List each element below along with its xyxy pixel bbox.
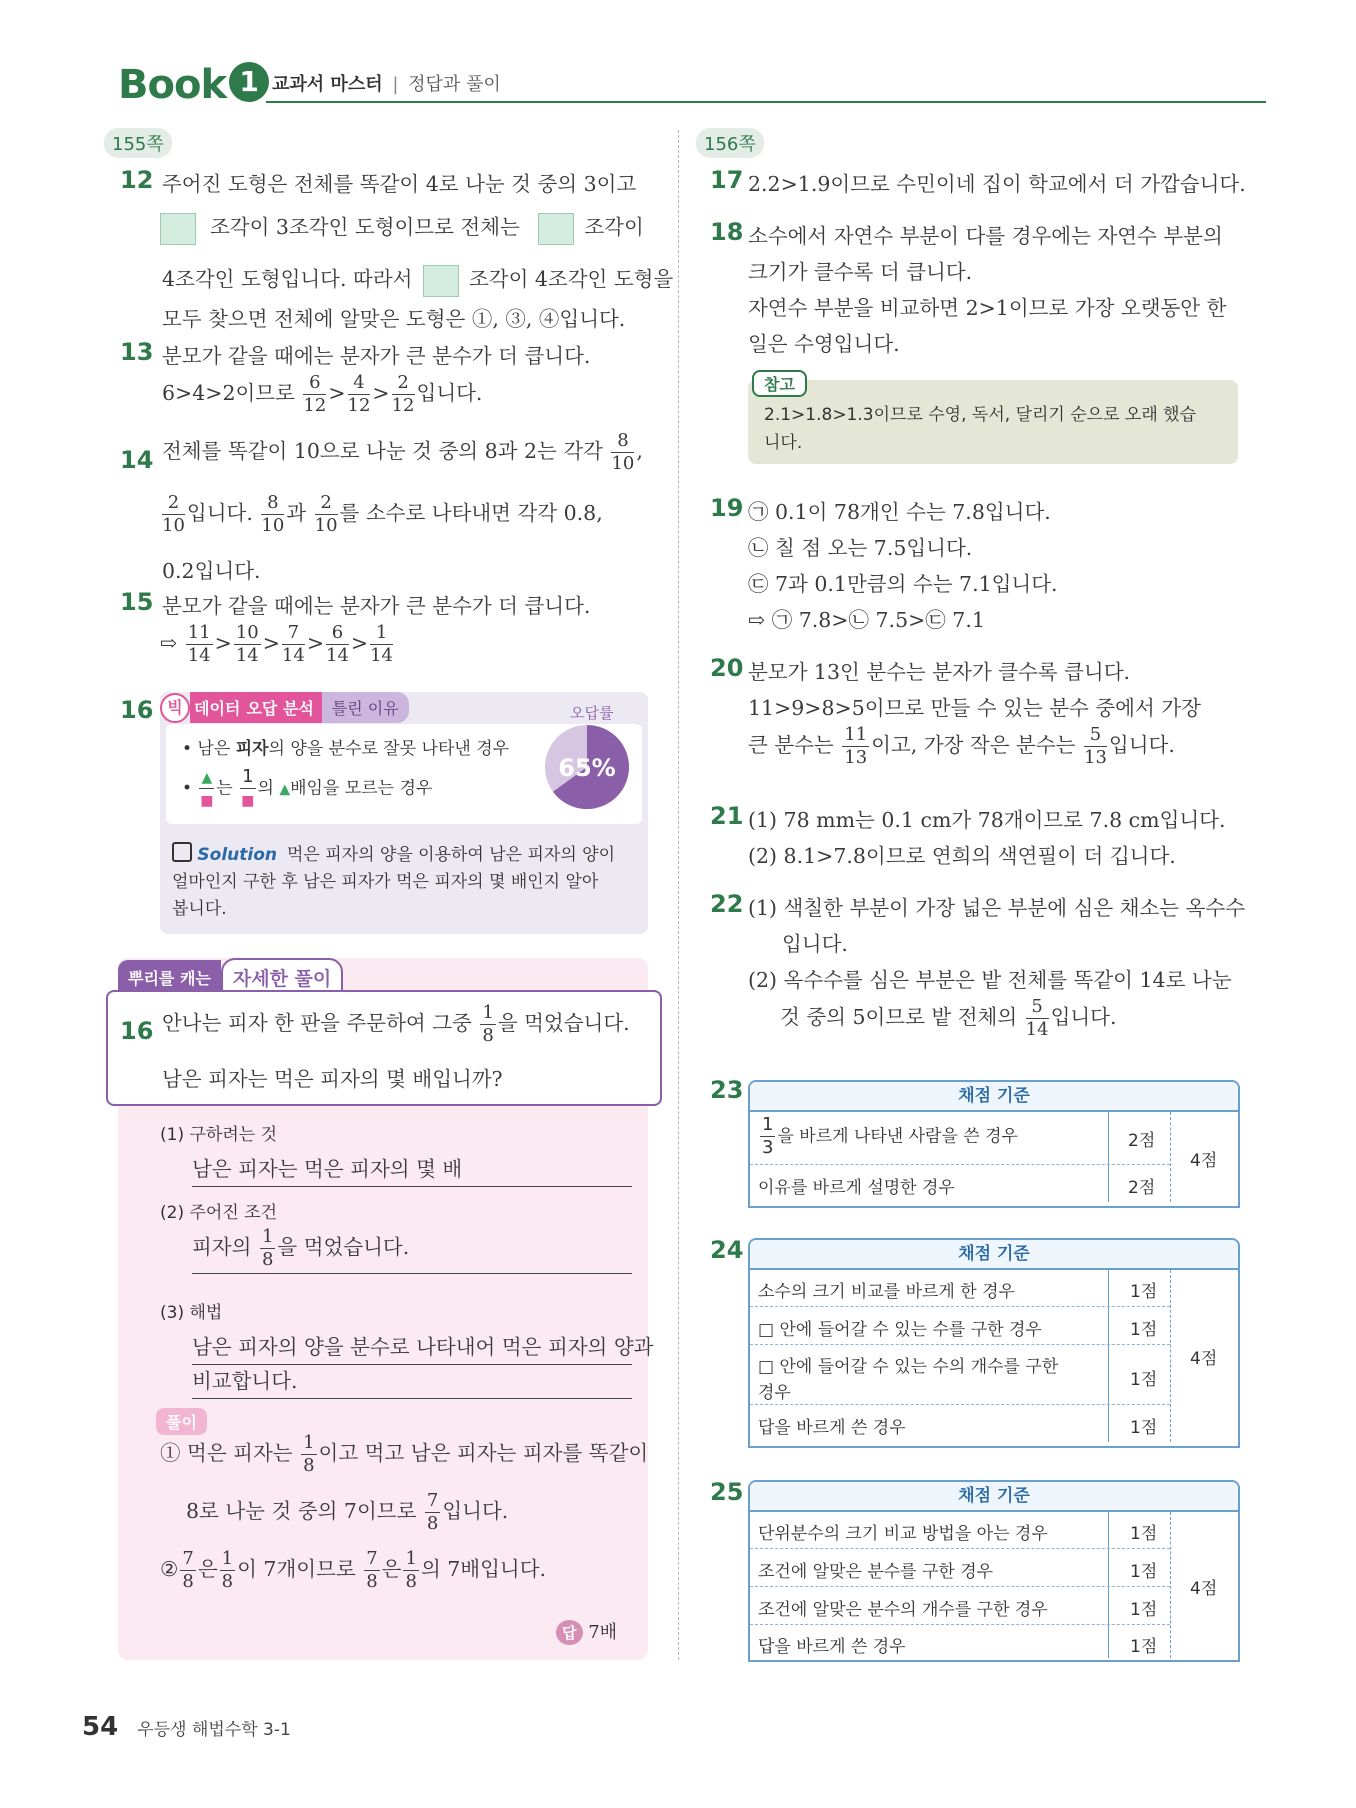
footer-text: 우등생 해법수학 3-1	[137, 1720, 291, 1740]
q24-row-4	[750, 1406, 1170, 1442]
unit-over-square-fraction: $\frac{1}{■}$	[241, 766, 255, 809]
answer-tag: 답	[556, 1620, 583, 1645]
q20-line3c: 입니다.	[1108, 733, 1175, 757]
q24-row2-points: 1점	[1130, 1320, 1158, 1340]
error-bullet-1c: 의 양을 분수로 잘못 나타낸 경우	[268, 739, 510, 759]
green-square-icon	[538, 213, 574, 245]
fraction: $\frac{1}{8}$	[261, 1226, 274, 1270]
q25-row-3	[750, 1588, 1170, 1625]
q21-line2: (2) 8.1>7.8이므로 연희의 색연필이 더 깁니다.	[748, 844, 1176, 868]
q17-number: 17	[710, 166, 744, 194]
step2-b: 을 먹었습니다.	[277, 1235, 410, 1259]
q14-line2a: 입니다.	[186, 501, 253, 525]
solution-label: Solution	[197, 845, 277, 865]
error-bullet-2a: •	[182, 778, 198, 799]
green-square-icon	[160, 213, 196, 245]
sol-line1b: 이고 먹고 남은 피자는 피자를 똑같이	[318, 1441, 649, 1465]
q22-line4b: 입니다.	[1050, 1005, 1117, 1029]
q24-row1-label: 소수의 크기 비교를 바르게 한 경우	[758, 1282, 1015, 1302]
q18-line3: 자연수 부분을 비교하면 2>1이므로 가장 오랫동안 한	[748, 296, 1227, 320]
q25-row1-points: 1점	[1130, 1524, 1158, 1544]
q24-row-3	[750, 1346, 1170, 1405]
q24-row3-label2: 경우	[758, 1383, 791, 1403]
q13-line2b: 입니다.	[416, 381, 483, 405]
q23-scoring-table	[748, 1080, 1240, 1208]
q23-row1-points: 2점	[1128, 1131, 1156, 1151]
sol-line3d: 은	[381, 1557, 402, 1581]
q24-row3-label: □ 안에 들어갈 수 있는 수의 개수를 구한	[758, 1357, 1059, 1377]
q14-line3: 0.2입니다.	[162, 559, 261, 583]
fraction: $\frac{6}{12}$	[303, 372, 327, 416]
book-logo	[118, 62, 269, 108]
q18-line2: 크기가 클수록 더 큽니다.	[748, 260, 973, 284]
q24-number: 24	[710, 1236, 744, 1264]
sol-line2	[186, 1492, 508, 1533]
q20-line1: 분모가 13인 분수는 분자가 클수록 큽니다.	[748, 660, 1131, 684]
q24-col-divider	[1108, 1270, 1109, 1442]
fraction: $\frac{1}{8}$	[482, 1002, 494, 1046]
column-divider	[678, 130, 679, 1660]
q23-row2-points: 2점	[1128, 1178, 1156, 1198]
fraction: $\frac{7}{8}$	[426, 1490, 439, 1534]
step1-label: (1) 구하려는 것	[160, 1125, 277, 1145]
solution-icon	[172, 842, 192, 862]
q19-line2: ㉡ 칠 점 오는 7.5입니다.	[748, 536, 973, 560]
q25-scoring-header: 채점 기준	[750, 1482, 1238, 1512]
q20-number: 20	[710, 654, 744, 682]
header-rule	[266, 101, 1266, 103]
step3-line2: 비교합니다.	[192, 1364, 632, 1399]
fraction: $\frac{7}{8}$	[182, 1548, 194, 1592]
step3-line1: 남은 피자의 양을 분수로 나타내어 먹은 피자의 양과	[192, 1330, 632, 1365]
fraction: $\frac{7}{14}$	[281, 622, 305, 666]
bigdata-prefix: 빅	[160, 693, 190, 723]
error-rate-value: 65%	[558, 754, 616, 782]
q22-line4a: 것 중의 5이므로 밭 전체의	[780, 1005, 1018, 1029]
q23-row1-text	[758, 1116, 1018, 1157]
fraction: $\frac{1}{14}$	[370, 622, 393, 666]
q20-line3b: 이고, 가장 작은 분수는	[871, 733, 1076, 757]
q14-number: 14	[120, 446, 154, 474]
q20-line3	[748, 726, 1175, 767]
sol-line3b: 은	[197, 1557, 218, 1581]
error-bullet-1a: • 남은	[182, 739, 236, 759]
sol-line2b: 입니다.	[442, 1499, 509, 1523]
q24-scoring-table	[748, 1238, 1240, 1448]
triangle-over-square-fraction	[199, 768, 214, 809]
q12-line2a: 조각이 3조각인 도형이므로 전체는	[210, 215, 520, 239]
q24-row-2	[750, 1308, 1170, 1345]
fraction: $\frac{5}{14}$	[1025, 996, 1049, 1040]
step2-text	[192, 1228, 632, 1274]
fraction: $\frac{10}{14}$	[235, 622, 259, 666]
q13-line1: 분모가 같을 때에는 분자가 큰 분수가 더 큽니다.	[162, 344, 591, 368]
q25-number: 25	[710, 1478, 744, 1506]
detail-q1a: 안나는 피자 한 판을 주문하여 그중	[162, 1011, 472, 1035]
square-icon: ■	[200, 793, 214, 809]
q15-line2: ⇨ $\frac{11}{14}$ > $\frac{10}{14}$ > $\frac{7}{14}$ > $\frac{6}{14}$ > $\frac{1}{14}$	[160, 622, 393, 666]
error-analysis-tag	[160, 692, 409, 722]
square-icon: ■	[241, 793, 255, 809]
q25-row1-label: 단위분수의 크기 비교 방법을 아는 경우	[758, 1524, 1048, 1544]
q22-line2: 입니다.	[782, 932, 848, 956]
q21-line1: (1) 78 mm는 0.1 cm가 78개이므로 7.8 cm입니다.	[748, 808, 1226, 832]
q24-row-1	[750, 1270, 1170, 1307]
detail-question-line1	[162, 1004, 630, 1045]
header-subtitle: 정답과 풀이	[408, 74, 501, 95]
detail-question-line2: 남은 피자는 먹은 피자의 몇 배입니까?	[162, 1067, 503, 1091]
q24-row2-label: □ 안에 들어갈 수 있는 수를 구한 경우	[758, 1320, 1042, 1340]
error-rate-label: 오답률	[570, 704, 614, 722]
fraction: $\frac{7}{8}$	[366, 1548, 378, 1592]
q25-row4-label: 답을 바르게 쓴 경우	[758, 1637, 906, 1657]
fraction: $\frac{8}{10}$	[261, 492, 285, 536]
fraction: $\frac{8}{10}$	[611, 430, 635, 474]
error-bullet-2	[182, 768, 432, 809]
q22-line4	[780, 998, 1117, 1039]
error-rate-pie	[544, 724, 630, 810]
q19-line4: ⇨ ㉠ 7.8>㉡ 7.5>㉢ 7.1	[748, 608, 985, 632]
answer-value: 7배	[588, 1622, 618, 1643]
fraction: $\frac{2}{10}$	[162, 492, 185, 536]
right-page-tag: 156쪽	[696, 128, 764, 158]
step1-text: 남은 피자는 먹은 피자의 몇 배	[192, 1152, 632, 1187]
q23-row-2	[750, 1166, 1170, 1202]
fraction: $\frac{1}{8}$	[405, 1548, 417, 1592]
q19-number: 19	[710, 494, 744, 522]
q14-line1-text: 전체를 똑같이 10으로 나눈 것 중의 8과 2는 각각	[162, 439, 603, 463]
q12-line3a: 4조각인 도형입니다. 따라서	[162, 267, 413, 291]
fraction: $\frac{6}{14}$	[326, 622, 349, 666]
error-bullet-1b: 피자	[235, 739, 269, 759]
detail-number: 16	[120, 1017, 154, 1045]
error-bullet-2c: 의	[257, 778, 280, 799]
detail-q1b: 을 먹었습니다.	[497, 1011, 630, 1035]
q25-row-4	[750, 1626, 1170, 1660]
q20-line3a: 큰 분수는	[748, 733, 834, 757]
green-square-icon	[423, 265, 459, 297]
q25-scoring-table	[748, 1480, 1240, 1662]
q25-col-divider	[1170, 1512, 1171, 1658]
q24-scoring-header: 채점 기준	[750, 1240, 1238, 1270]
fraction: $\frac{2}{10}$	[314, 492, 338, 536]
sol-line1a: ① 먹은 피자는	[160, 1441, 293, 1465]
header-title: 교과서 마스터	[272, 74, 383, 95]
q13-line2: 6>4>2이므로 $\frac{6}{12}$ > $\frac{4}{12}$ > $\frac{2}{12}$ 입니다.	[162, 372, 483, 416]
q25-total: 4점	[1190, 1579, 1218, 1599]
sol-line1	[160, 1434, 648, 1475]
q23-row-1	[750, 1112, 1170, 1165]
error-bullet-1	[182, 734, 509, 759]
step3-label: (3) 해법	[160, 1303, 223, 1323]
q23-number: 23	[710, 1076, 744, 1104]
q23-scoring-header: 채점 기준	[750, 1082, 1238, 1112]
step2-label: (2) 주어진 조건	[160, 1203, 277, 1223]
q25-row3-points: 1점	[1130, 1600, 1158, 1620]
q19-line1: ㉠ 0.1이 78개인 수는 7.8입니다.	[748, 500, 1051, 524]
q25-row-2	[750, 1550, 1170, 1587]
q13-number: 13	[120, 338, 154, 366]
q13-line2a: 6>4>2이므로	[162, 381, 295, 405]
triangle-icon: ▲	[279, 781, 291, 798]
q19-line3: ㉢ 7과 0.1만큼의 수는 7.1입니다.	[748, 572, 1058, 596]
note-line1: 2.1>1.8>1.3이므로 수영, 독서, 달리기 순으로 오래 했습	[764, 405, 1196, 425]
q23-row2-label: 이유를 바르게 설명한 경우	[758, 1178, 955, 1198]
step2-a: 피자의	[192, 1235, 252, 1259]
fraction: $\frac{1}{8}$	[221, 1548, 234, 1592]
book-label: Book	[118, 62, 227, 108]
solution-line2: 얼마인지 구한 후 남은 피자가 먹은 피자의 몇 배인지 알아	[172, 872, 599, 892]
q23-col-divider	[1108, 1112, 1109, 1202]
footer	[82, 1712, 291, 1742]
q22-line1: (1) 색칠한 부분이 가장 넓은 부분에 심은 채소는 옥수수	[748, 896, 1246, 920]
q25-col-divider	[1108, 1512, 1109, 1658]
q23-row1-label: 을 바르게 나타낸 사람을 쓴 경우	[777, 1126, 1018, 1147]
fraction: $\frac{11}{13}$	[844, 724, 868, 768]
answer	[556, 1618, 617, 1645]
sol-line3e: 의 7배입니다.	[420, 1557, 547, 1581]
q23-total: 4점	[1190, 1151, 1218, 1171]
arrow-icon: ⇨	[160, 631, 178, 655]
detail-tag	[118, 958, 343, 992]
q25-row3-label: 조건에 알맞은 분수의 개수를 구한 경우	[758, 1600, 1048, 1620]
solution-block	[172, 842, 642, 923]
q24-row3-points: 1점	[1130, 1370, 1158, 1390]
q14-line2	[160, 494, 603, 535]
fraction: $\frac{4}{12}$	[347, 372, 371, 416]
header-separator: |	[392, 74, 399, 95]
detail-tag-main: 자세한 풀이	[221, 958, 343, 997]
q14-line1: 전체를 똑같이 10으로 나눈 것 중의 8과 2는 각각 $\frac{8}{10}$ ,	[162, 430, 643, 474]
q23-col-divider	[1170, 1112, 1171, 1202]
q22-line3: (2) 옥수수를 심은 부분은 밭 전체를 똑같이 14로 나눈	[748, 968, 1232, 992]
fraction: $\frac{11}{14}$	[187, 622, 211, 666]
fraction: $\frac{1}{3}$	[762, 1114, 774, 1158]
left-page-tag: 155쪽	[104, 128, 172, 158]
q17-line1: 2.2>1.9이므로 수민이네 집이 학교에서 더 가깝습니다.	[748, 172, 1246, 196]
q12-number: 12	[120, 166, 154, 194]
q25-row2-label: 조건에 알맞은 분수를 구한 경우	[758, 1562, 994, 1582]
q24-row1-points: 1점	[1130, 1282, 1158, 1302]
q22-number: 22	[710, 890, 744, 918]
error-bullet-2d: 배임을 모르는 경우	[290, 778, 433, 799]
q21-number: 21	[710, 802, 744, 830]
q12-line3	[162, 262, 673, 297]
error-reason-label: 틀린 이유	[322, 692, 409, 723]
q25-row-1	[750, 1512, 1170, 1549]
bigdata-rest: 오답 분석	[244, 692, 321, 723]
error-bullet-2b: 는	[216, 778, 233, 799]
q12-line4: 모두 찾으면 전체에 알맞은 도형은 ①, ③, ④입니다.	[162, 307, 626, 331]
q20-line2: 11>9>8>5이므로 만들 수 있는 분수 중에서 가장	[748, 696, 1201, 720]
q24-row4-label: 답을 바르게 쓴 경우	[758, 1418, 906, 1438]
q24-row4-points: 1점	[1130, 1418, 1158, 1438]
note-line2: 니다.	[764, 433, 803, 453]
q18-number: 18	[710, 218, 744, 246]
q24-col-divider	[1170, 1270, 1171, 1442]
note-label: 참고	[752, 370, 807, 397]
solution-line3: 봅니다.	[172, 899, 227, 919]
detail-tag-prefix: 뿌리를 캐는	[118, 960, 221, 995]
q12-line3b: 조각이 4조각인 도형을	[468, 267, 674, 291]
q25-row4-points: 1점	[1130, 1637, 1158, 1657]
q12-line1: 주어진 도형은 전체를 똑같이 4로 나눈 것 중의 3이고	[162, 172, 637, 196]
sol-line2a: 8로 나눈 것 중의 7이므로	[186, 1499, 417, 1523]
q14-line2b: 과	[286, 501, 307, 525]
fraction: $\frac{5}{13}$	[1084, 724, 1107, 768]
sol-line3	[160, 1550, 546, 1591]
q25-row2-points: 1점	[1130, 1562, 1158, 1582]
fraction: $\frac{2}{12}$	[391, 372, 415, 416]
q12-line2b: 조각이	[584, 215, 644, 239]
sol-line3a: ②	[160, 1557, 179, 1581]
solution-tag: 풀이	[156, 1408, 207, 1435]
book-number-badge: 1	[229, 62, 269, 102]
q24-total: 4점	[1190, 1349, 1218, 1369]
q15-number: 15	[120, 588, 154, 616]
header-title-bar	[272, 70, 501, 96]
q14-line2c: 를 소수로 나타내면 각각 0.8,	[339, 501, 603, 525]
q18-line1: 소수에서 자연수 부분이 다를 경우에는 자연수 부분의	[748, 224, 1223, 248]
triangle-icon: ▲	[201, 770, 213, 786]
fraction: $\frac{1}{8}$	[303, 1432, 315, 1476]
solution-line1: 먹은 피자의 양을 이용하여 남은 피자의 양이	[287, 845, 616, 865]
page-number: 54	[82, 1712, 119, 1742]
q15-line1: 분모가 같을 때에는 분자가 큰 분수가 더 큽니다.	[162, 594, 591, 618]
q12-line2	[160, 210, 644, 245]
q18-line4: 일은 수영입니다.	[748, 332, 900, 356]
q16-number: 16	[120, 696, 154, 724]
sol-line3c: 이 7개이므로	[237, 1557, 356, 1581]
bigdata-main: 데이터	[190, 692, 244, 723]
